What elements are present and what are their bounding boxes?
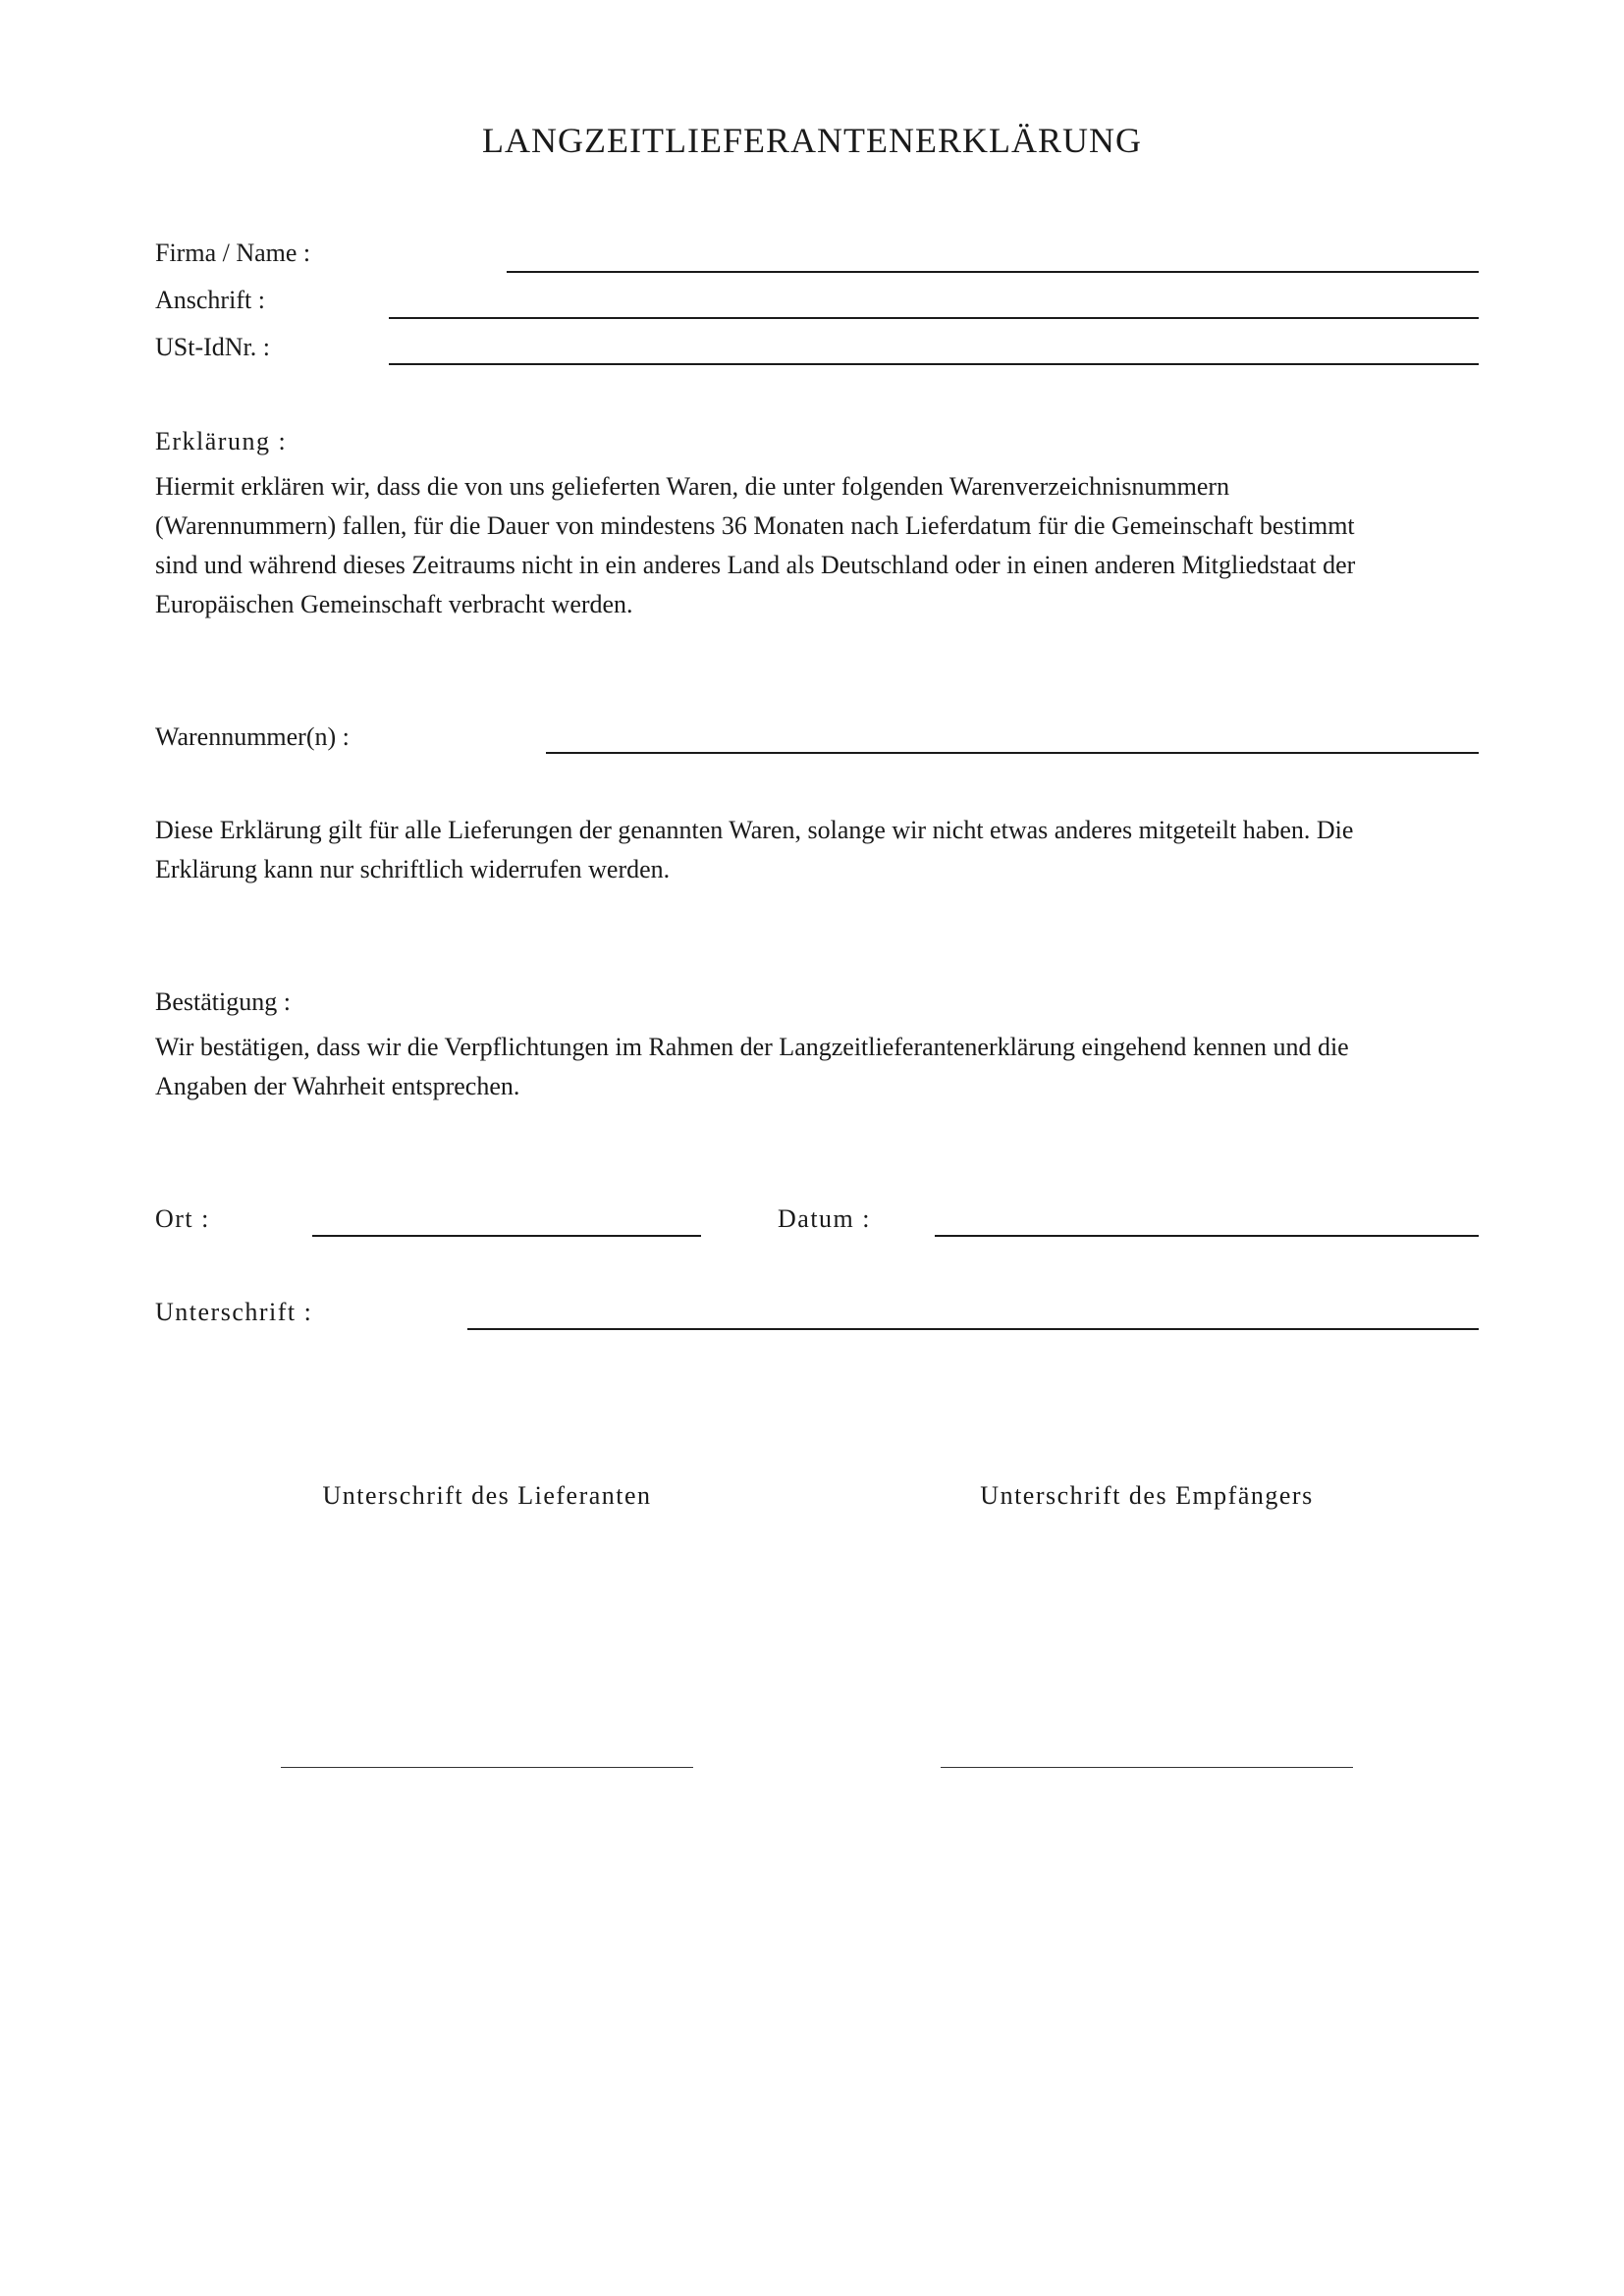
signature-line-lieferant[interactable] xyxy=(281,1767,693,1768)
erklaerung-heading: Erklärung : xyxy=(155,427,288,455)
erklaerung-line-1: Hiermit erklären wir, dass die von uns gelieferten Waren, die unter folgenden Warenverzeichnisnummern xyxy=(155,472,1230,501)
signature-caption-lieferant: Unterschrift des Lieferanten xyxy=(322,1481,652,1510)
bestaetigung-line-2: Angaben der Wahrheit entsprechen. xyxy=(155,1072,520,1100)
gueltigkeit-line-1: Diese Erklärung gilt für alle Lieferungen der genannten Waren, solange wir nicht etwas anderes mitgeteilt haben. Die xyxy=(155,816,1354,844)
signature-caption-empfaenger: Unterschrift des Empfängers xyxy=(980,1481,1314,1510)
ustid-field[interactable] xyxy=(389,363,1479,365)
datum-field[interactable] xyxy=(935,1235,1479,1237)
gueltigkeit-line-2: Erklärung kann nur schriftlich widerrufen werden. xyxy=(155,855,671,883)
erklaerung-line-3: sind und während dieses Zeitraums nicht in ein anderes Land als Deutschland oder in einen anderen Mitgliedstaat der xyxy=(155,551,1356,579)
datum-label: Datum : xyxy=(778,1204,871,1233)
unterschrift-label: Unterschrift : xyxy=(155,1298,313,1326)
ustid-label: USt-IdNr. : xyxy=(155,333,270,361)
anschrift-field[interactable] xyxy=(389,317,1479,319)
bestaetigung-line-1: Wir bestätigen, dass wir die Verpflichtungen im Rahmen der Langzeitlieferantenerklärung eingehend kennen und die xyxy=(155,1033,1349,1061)
ort-field[interactable] xyxy=(312,1235,701,1237)
firma-name-field[interactable] xyxy=(507,271,1479,273)
ort-label: Ort : xyxy=(155,1204,210,1233)
signature-line-empfaenger[interactable] xyxy=(941,1767,1353,1768)
bestaetigung-heading: Bestätigung : xyxy=(155,988,291,1016)
unterschrift-field[interactable] xyxy=(467,1328,1479,1330)
document-title: LANGZEITLIEFERANTENERKLÄRUNG xyxy=(482,121,1142,160)
firma-name-label: Firma / Name : xyxy=(155,239,311,267)
warennummer-label: Warennummer(n) : xyxy=(155,722,350,751)
erklaerung-line-2: (Warennummern) fallen, für die Dauer von mindestens 36 Monaten nach Lieferdatum für die Gemeinschaft bestimmt xyxy=(155,511,1355,540)
warennummer-field[interactable] xyxy=(546,752,1479,754)
anschrift-label: Anschrift : xyxy=(155,286,265,314)
erklaerung-line-4: Europäischen Gemeinschaft verbracht werden. xyxy=(155,590,633,618)
